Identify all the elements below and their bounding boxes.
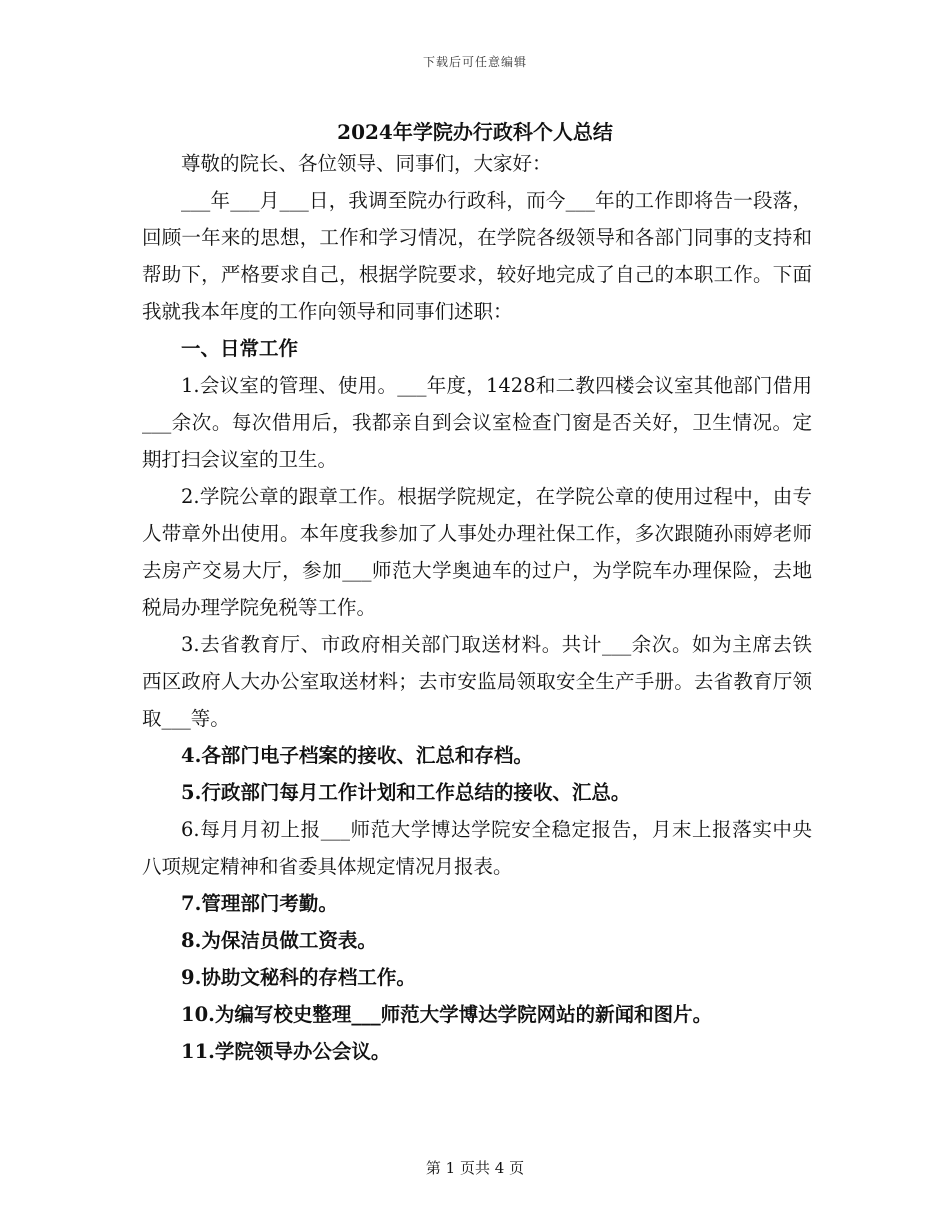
page-number: 第 1 页共 4 页	[425, 1159, 525, 1177]
paragraph-item-8: 8.为保洁员做工资表。	[181, 929, 377, 952]
paragraph-item-11: 11.学院领导办公会议。	[181, 1040, 391, 1063]
paragraph-item-4: 4.各部门电子档案的接收、汇总和存档。	[181, 744, 533, 767]
paragraph-item-10: 10.为编写校史整理___师范大学博达学院网站的新闻和图片。	[181, 1003, 713, 1026]
paragraph-item-9: 9.协助文秘科的存档工作。	[181, 966, 416, 989]
paragraph-item-6: 6.每月月初上报___师范大学博达学院安全稳定报告，月末上报落实中央八项规定精神和省委具体规定情况月报表。	[142, 818, 812, 878]
paragraph-item-2: 2.学院公章的跟章工作。根据学院规定，在学院公章的使用过程中，由专人带章外出使用。本年度我参加了人事处办理社保工作，多次跟随孙雨婷老师去房产交易大厅，参加___师范大学奥迪车的过户，为学院车办理保险，去地税局办理学院免税等工作。	[142, 485, 812, 619]
header-note: 下载后可任意编辑	[422, 55, 527, 69]
section-heading: 一、日常工作	[181, 337, 299, 360]
paragraph-item-1: 1.会议室的管理、使用。___年度，1428和二教四楼会议室其他部门借用___余次。每次借用后，我都亲自到会议室检查门窗是否关好，卫生情况。定期打扫会议室的卫生。	[142, 374, 812, 471]
document-body	[142, 145, 812, 1070]
paragraph-item-5: 5.行政部门每月工作计划和工作总结的接收、汇总。	[181, 781, 631, 804]
paragraph-greeting: 尊敬的院长、各位领导、同事们，大家好：	[181, 152, 552, 175]
document-title: 2024年学院办行政科个人总结	[337, 120, 613, 144]
paragraph-item-3: 3.去省教育厅、市政府相关部门取送材料。共计___余次。如为主席去铁西区政府人大办公室取送材料；去市安监局领取安全生产手册。去省教育厅领取___等。	[142, 633, 812, 730]
paragraph-intro: ___年___月___日，我调至院办行政科，而今___年的工作即将告一段落，回顾一年来的思想，工作和学习情况，在学院各级领导和各部门同事的支持和帮助下，严格要求自己，根据学院要求，较好地完成了自己的本职工作。下面我就我本年度的工作向领导和同事们述职：	[142, 189, 812, 323]
paragraph-item-7: 7.管理部门考勤。	[181, 892, 338, 915]
